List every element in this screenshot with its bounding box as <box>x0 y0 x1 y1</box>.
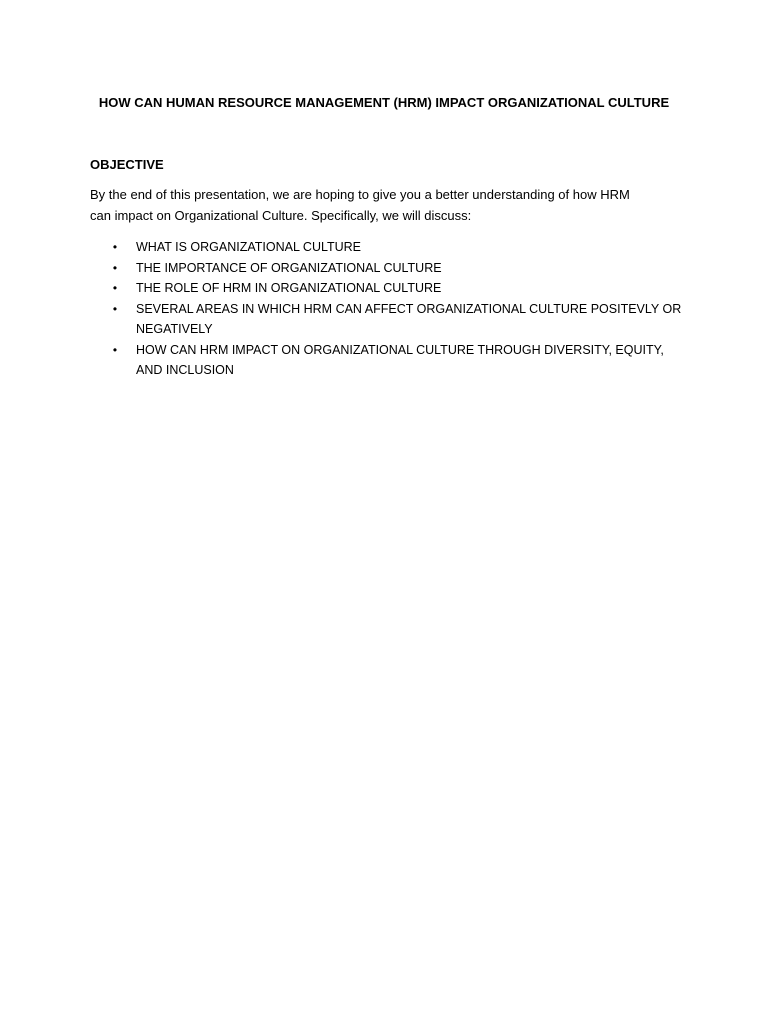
list-item-line: AND INCLUSION <box>136 363 234 377</box>
list-item <box>110 299 690 340</box>
list-item-text <box>136 258 690 279</box>
list-item <box>110 258 690 279</box>
list-item <box>110 278 690 299</box>
bullet-icon: • <box>112 260 118 275</box>
list-item-line: NEGATIVELY <box>136 322 213 336</box>
list-item-line: HOW CAN HRM IMPACT ON ORGANIZATIONAL CULTURE THROUGH DIVERSITY, EQUITY, <box>136 342 664 357</box>
list-item-text <box>136 299 690 340</box>
intro-line: can impact on Organizational Culture. Specifically, we will discuss: <box>90 207 472 223</box>
list-item-text <box>136 340 690 381</box>
bullet-icon: • <box>112 281 118 295</box>
list-item-line: THE IMPORTANCE OF ORGANIZATIONAL CULTURE <box>136 260 442 275</box>
list-item-line: WHAT IS ORGANIZATIONAL CULTURE <box>136 240 362 254</box>
document-title: HOW CAN HUMAN RESOURCE MANAGEMENT (HRM) IMPACT ORGANIZATIONAL CULTURE <box>98 95 670 110</box>
bullet-icon: • <box>112 342 118 357</box>
list-item-line: SEVERAL AREAS IN WHICH HRM CAN AFFECT ORGANIZATIONAL CULTURE POSITEVLY OR <box>136 301 682 316</box>
bullet-icon: • <box>112 301 118 316</box>
list-item-text <box>136 237 690 258</box>
bullet-icon: • <box>112 240 118 254</box>
list-item-line: THE ROLE OF HRM IN ORGANIZATIONAL CULTURE <box>136 281 442 295</box>
bullet-list <box>110 237 690 381</box>
intro-line: By the end of this presentation, we are hoping to give you a better understanding of how HRM <box>90 187 630 202</box>
intro-paragraph <box>90 185 680 226</box>
section-heading: OBJECTIVE <box>90 157 164 172</box>
list-item <box>110 340 690 381</box>
list-item-text <box>136 278 690 299</box>
list-item <box>110 237 690 258</box>
